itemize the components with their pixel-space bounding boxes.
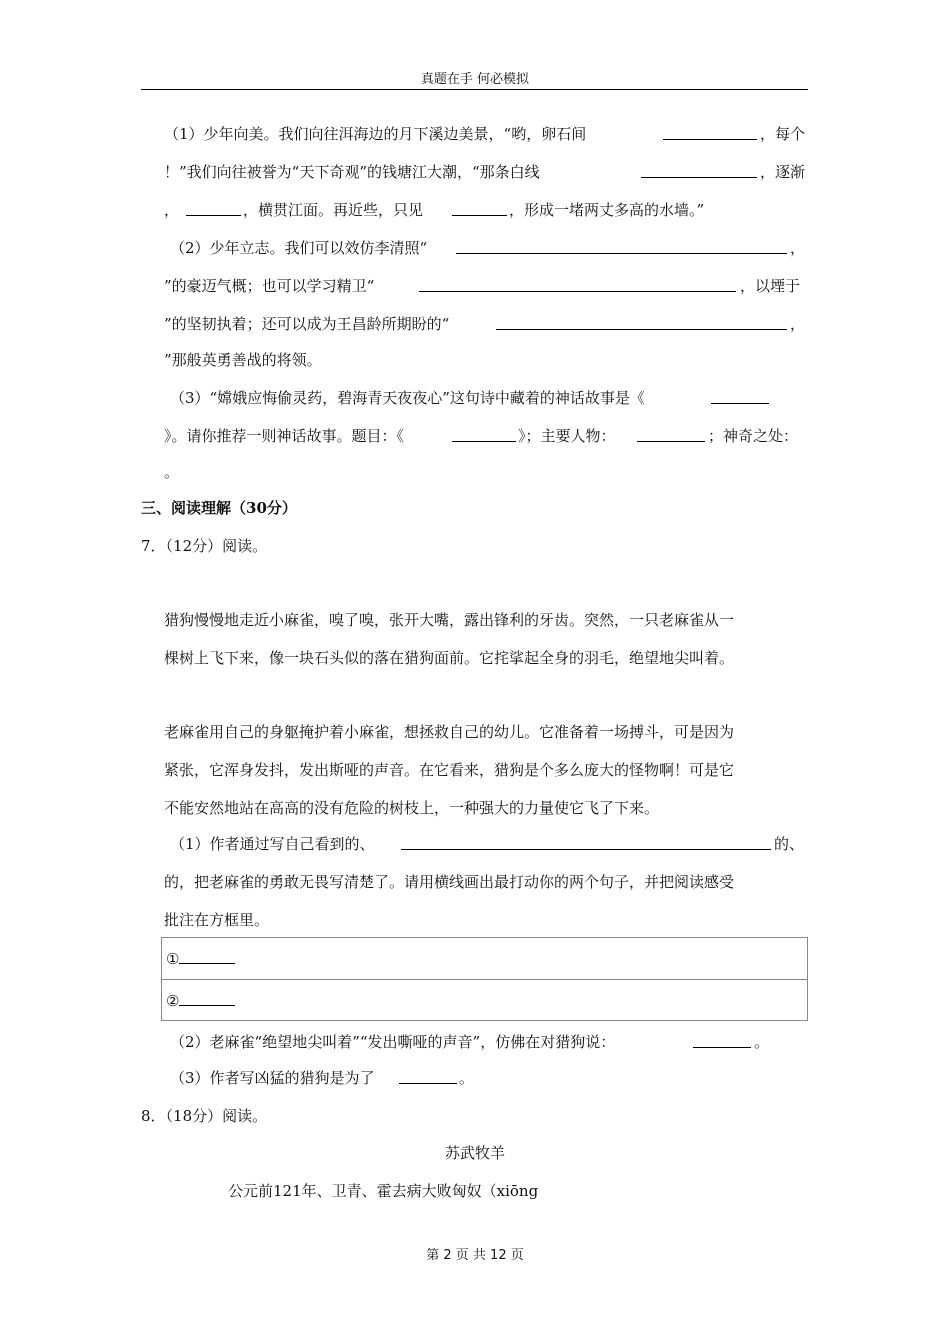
blank-field[interactable]: [456, 238, 787, 254]
annotation-row-1[interactable]: ①: [162, 938, 807, 980]
blank-field[interactable]: [452, 200, 507, 216]
blank-field[interactable]: [641, 162, 757, 178]
annotation-row-2[interactable]: ②: [162, 980, 807, 1022]
blank-field[interactable]: [179, 990, 235, 1006]
annotation-box: [161, 937, 808, 1021]
page-header: 真题在手 何必模拟: [420, 72, 530, 87]
blank-field[interactable]: [399, 1068, 457, 1084]
blank-field[interactable]: [419, 276, 736, 292]
blank-field[interactable]: [637, 426, 705, 442]
blank-field[interactable]: [663, 124, 757, 140]
blank-field[interactable]: [179, 948, 235, 964]
header-rule: [141, 89, 808, 90]
blank-field[interactable]: [452, 426, 516, 442]
blank-field[interactable]: [711, 388, 769, 404]
blank-field[interactable]: [186, 200, 241, 216]
page-footer: 第 2 页 共 12 页: [426, 1248, 524, 1263]
blank-field[interactable]: [401, 834, 771, 850]
blank-field[interactable]: [693, 1032, 751, 1048]
blank-field[interactable]: [496, 314, 787, 330]
